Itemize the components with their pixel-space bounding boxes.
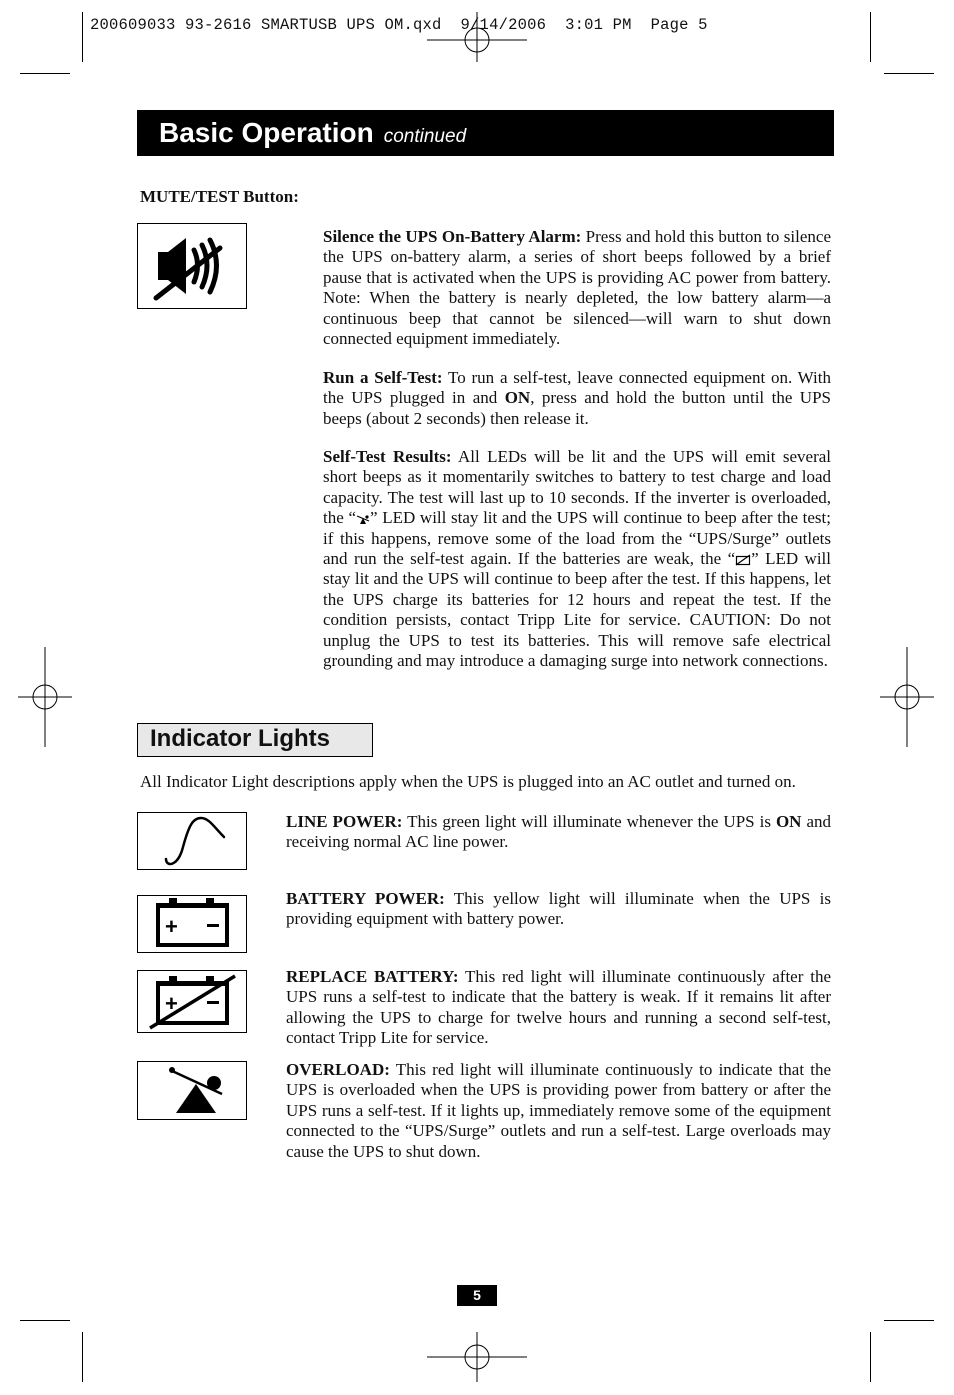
battery-power-paragraph [286, 889, 831, 930]
svg-text:+: + [165, 991, 178, 1016]
overload-inline-icon [356, 513, 370, 525]
registration-mark-right [880, 647, 934, 747]
self-test-results-paragraph [323, 447, 831, 671]
silence-alarm-text: Press and hold this button to silence the UPS on-battery alarm, a series of short beeps followed by a brief pause that is activated when the UPS is providing AC power from battery. Note: When the battery is nearly depleted, the low battery alarm—a continuous beep that cannot be silenced—will warn to shut down connected equipment immediately. [323, 227, 832, 349]
indicator-lights-heading: Indicator Lights [137, 723, 373, 757]
overload-icon-box [137, 1061, 247, 1120]
silence-alarm-paragraph [323, 227, 831, 349]
replace-battery-paragraph [286, 967, 831, 1049]
self-test-paragraph [323, 368, 831, 429]
battery-icon [138, 896, 245, 951]
page-title: Basic Operation [159, 117, 374, 148]
silence-alarm-lead: Silence the UPS On-Battery Alarm: [323, 227, 582, 246]
battery-power-icon-box [137, 895, 247, 953]
battery-power-lead: BATTERY POWER: [286, 889, 445, 908]
overload-lead: OVERLOAD: [286, 1060, 390, 1079]
self-test-results-text-c: ” LED will stay lit and the UPS will continue to beep after the test. If this happens, let the UPS charge its batteries for 12 hours and repeat the test. If the condition persists, contact Tripp Lite for service. CAUTION: Do not unplug the UPS to test its batteries. This will remove safe electrical grounding and may introduce a damaging surge into network connections. [323, 549, 831, 671]
replace-battery-inline-icon [735, 554, 751, 566]
sine-wave-icon [138, 813, 245, 868]
self-test-on: ON [504, 388, 531, 408]
line-power-on: ON [775, 812, 802, 831]
replace-battery-icon [138, 971, 245, 1031]
registration-mark-bottom [427, 1332, 527, 1382]
line-power-text-b: and receiving normal AC line power. [286, 812, 831, 852]
registration-mark-top [427, 12, 527, 62]
self-test-results-text-a: All LEDs will be lit and the UPS will emit several short beeps as it momentarily switches to battery to test charge and load capacity. The test will last up to 10 seconds. If the inverter is overloaded, the “ [323, 447, 832, 528]
self-test-text-b: , press and hold the button until the UPS beeps (about 2 seconds) then release it. [323, 388, 831, 428]
line-power-lead: LINE POWER: [286, 812, 403, 831]
indicator-intro: All Indicator Light descriptions apply when the UPS is plugged into an AC outlet and turned on. [140, 772, 796, 791]
replace-battery-icon-box [137, 970, 247, 1033]
line-power-paragraph [286, 812, 831, 853]
page-number: 5 [457, 1285, 497, 1306]
mute-button-icon-box [137, 223, 247, 309]
replace-battery-lead: REPLACE BATTERY: [286, 967, 459, 986]
svg-text:+: + [165, 914, 178, 939]
line-power-icon-box [137, 812, 247, 870]
section-header-bar [137, 110, 834, 156]
page-subtitle: continued [383, 126, 467, 147]
battery-power-text: This yellow light will illuminate when the UPS is providing equipment with battery power. [286, 889, 831, 929]
self-test-lead: Run a Self-Test: [323, 368, 443, 387]
registration-mark-left [18, 647, 72, 747]
self-test-results-text-b: ” LED will stay lit and the UPS will continue to beep after the test; if this happens, remove some of the load from the “UPS/Surge” outlets and run the self-test again. If the batteries are weak, the “ [323, 508, 831, 569]
replace-battery-text: This red light will illuminate continuously after the UPS runs a self-test to indicate that the battery is weak. If it remains lit after allowing the UPS to charge for twelve hours and running a second self-test, contact Tripp Lite for service. [286, 967, 831, 1048]
mute-test-heading: MUTE/TEST Button: [140, 187, 299, 206]
overload-text: This red light will illuminate continuously to indicate that the UPS is overloaded when the UPS is providing power from battery or after the UPS runs a self-test. If it lights up, immediately remove some of the equipment connected to the “UPS/Surge” outlets and run a self-test. Large overloads may cause the UPS to shut down. [286, 1060, 831, 1161]
self-test-text-a: To run a self-test, leave connected equipment on. With the UPS plugged in and [323, 368, 831, 408]
overload-icon [138, 1062, 245, 1118]
print-slug: 200609033 93-2616 SMARTUSB UPS OM.qxd 9/14/2006 3:01 PM Page 5 [90, 16, 708, 34]
line-power-text-a: This green light will illuminate whenever the UPS is [402, 812, 776, 831]
self-test-results-lead: Self-Test Results: [323, 447, 452, 466]
overload-paragraph [286, 1060, 831, 1162]
speaker-mute-icon [138, 224, 245, 307]
